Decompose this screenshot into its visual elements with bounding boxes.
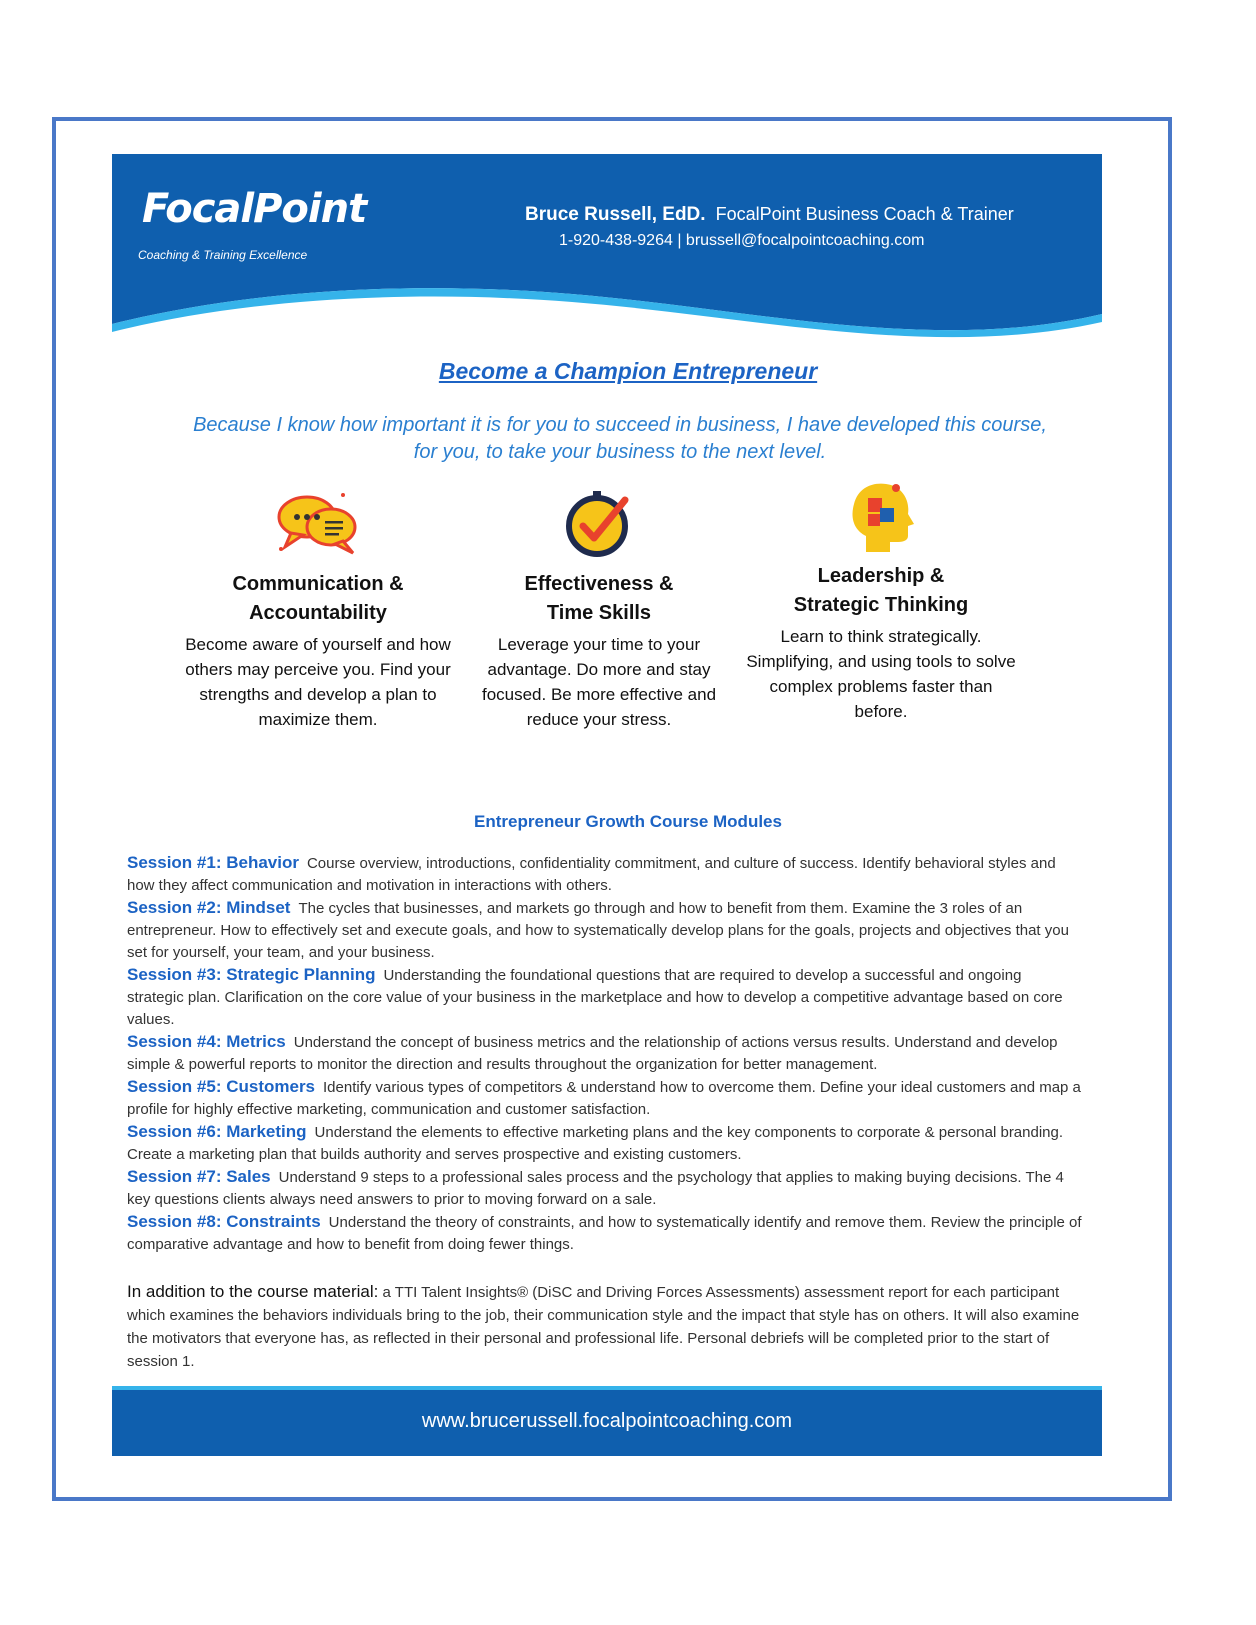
session-text: Identify various types of competitors & understand how to overcome them. Define your ideal customers and map a profile for highly effective marketing, communication and customer satisfaction.: [127, 1079, 1081, 1118]
speech-bubbles-icon: [183, 486, 453, 562]
column-title: Communication & Accountability: [232, 573, 404, 624]
session-label: Session #8: Constraints: [127, 1212, 321, 1231]
coach-name: Bruce Russell, EdD.: [525, 204, 706, 225]
session-label: Session #6: Marketing: [127, 1122, 307, 1141]
column-text: Learn to think strategically. Simplifying, and using tools to solve complex problems faster than before.: [746, 627, 1016, 721]
session-label: Session #4: Metrics: [127, 1032, 286, 1051]
coach-contact[interactable]: 1-920-438-9264 | brussell@focalpointcoaching.com: [559, 232, 925, 249]
page-title: Become a Champion Entrepreneur: [438, 358, 818, 384]
focalpoint-logo: FocalPoint: [142, 186, 367, 232]
coach-role: FocalPoint Business Coach & Trainer: [715, 204, 1014, 224]
session-label: Session #1: Behavior: [127, 853, 299, 872]
coach-name-role: [525, 204, 1014, 226]
session-text: Course overview, introductions, confidentiality commitment, and culture of success. Identify behavioral styles and how they affect communication and motivation in interactions with others.: [127, 855, 1056, 894]
session-item: [127, 1121, 1082, 1166]
session-item: [127, 964, 1082, 1031]
session-text: Understand the theory of constraints, and how to systematically identify and remove them. Review the principle of comparative advantage and how to benefit from doing fewer things.: [127, 1214, 1082, 1253]
session-label: Session #3: Strategic Planning: [127, 965, 376, 984]
session-list: [127, 852, 1082, 1256]
head-puzzle-icon: [746, 478, 1016, 554]
session-item: [127, 1031, 1082, 1076]
session-item: [127, 897, 1082, 964]
session-text: Understanding the foundational questions that are required to develop a successful and ongoing strategic plan. Clarification on the core value of your business in the marketplace and how to develop a competitive advantage based on core values.: [127, 967, 1063, 1028]
column-leadership: [746, 478, 1016, 724]
addition-text: a TTI Talent Insights® (DiSC and Driving Forces Assessments) assessment report for each participant which examines the behaviors individuals bring to the job, their communication style and the impact that style has on others. It will also examine the motivators that everyone has, as reflected in their personal and professional life. Personal debriefs will be completed prior to the start of session 1.: [127, 1284, 1080, 1370]
intro-text: Because I know how important it is for you to succeed in business, I have developed this course, for you, to take your business to the next level.: [193, 414, 1047, 463]
footer-banner: [112, 1386, 1102, 1456]
column-effectiveness: [464, 486, 734, 732]
session-item: [127, 852, 1082, 897]
clock-check-icon: [464, 486, 734, 562]
session-text: Understand the concept of business metrics and the relationship of actions versus results. Understand and develop simple & powerful reports to monitor the direction and results throughout the organization for better management.: [127, 1034, 1058, 1073]
logo-tagline: Coaching & Training Excellence: [138, 248, 308, 262]
session-text: The cycles that businesses, and markets go through and how to benefit from them. Examine the 3 roles of an entrepreneur. How to effectively set and execute goals, and how to systematically develop plans for the goals, projects and objectives that you set for yourself, your team, and your business.: [127, 900, 1069, 961]
session-text: Understand 9 steps to a professional sales process and the psychology that applies to making buying decisions. The 4 key questions clients always need answers to prior to moving forward on a sale.: [127, 1169, 1064, 1208]
column-text: Leverage your time to your advantage. Do more and stay focused. Be more effective and reduce your stress.: [481, 635, 717, 729]
session-item: [127, 1076, 1082, 1121]
footer-url-link[interactable]: www.brucerussell.focalpointcoaching.com: [421, 1410, 793, 1432]
session-label: Session #5: Customers: [127, 1077, 316, 1096]
header-banner: [112, 154, 1102, 344]
addition-paragraph: [127, 1280, 1092, 1373]
column-communication: [183, 486, 453, 732]
session-item: [127, 1166, 1082, 1211]
modules-title: Entrepreneur Growth Course Modules: [474, 812, 782, 831]
session-label: Session #2: Mindset: [127, 898, 291, 917]
column-text: Become aware of yourself and how others may perceive you. Find your strengths and develop a plan to maximize them.: [185, 635, 451, 729]
column-title: Leadership & Strategic Thinking: [793, 565, 969, 616]
column-title: Effectiveness & Time Skills: [524, 573, 674, 624]
session-label: Session #7: Sales: [127, 1167, 271, 1186]
session-item: [127, 1211, 1082, 1256]
addition-label: In addition to the course material:: [127, 1282, 379, 1301]
session-text: Understand the elements to effective marketing plans and the key components to corporate & personal branding. Create a marketing plan that builds authority and serves prospective and existing customers.: [127, 1124, 1064, 1163]
